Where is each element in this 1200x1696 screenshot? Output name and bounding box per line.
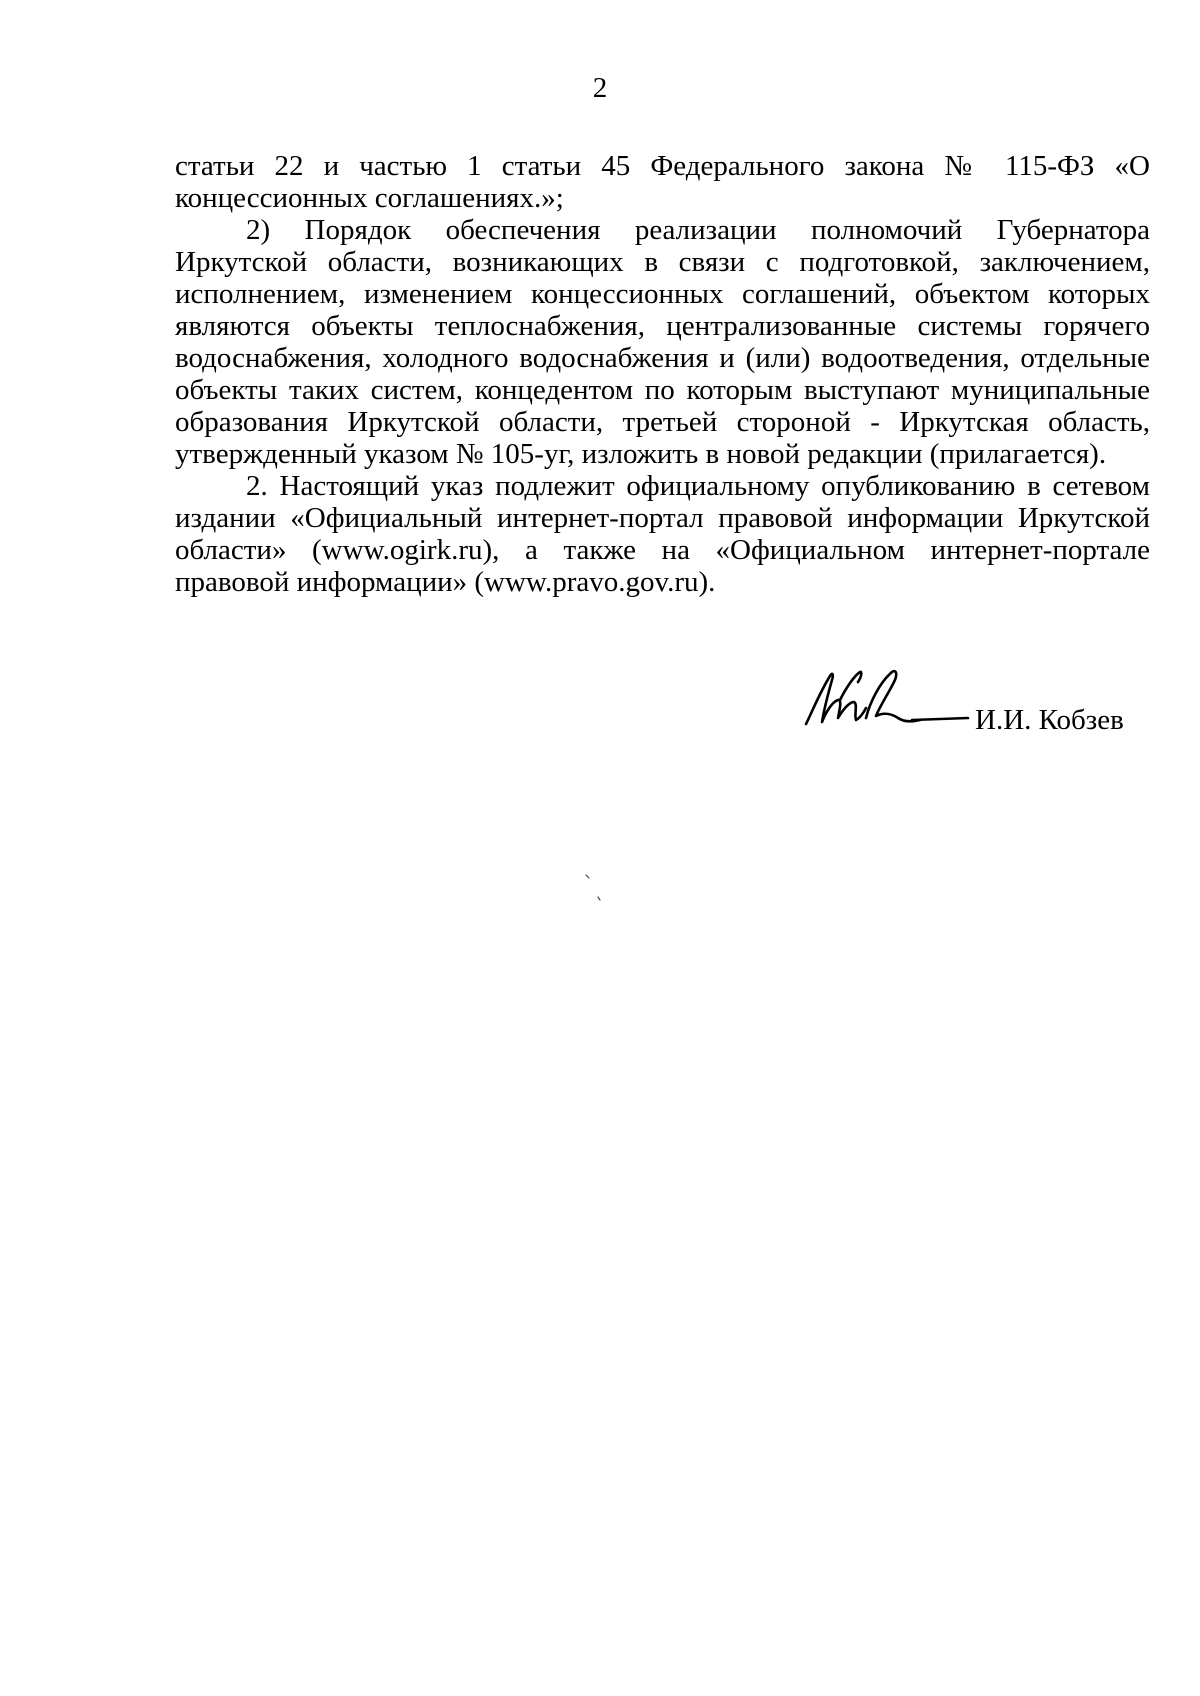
paragraph-item-2: 2) Порядок обеспечения реализации полномочий Губернатора Иркутской области, возникающих в связи с подготовкой, заключением, исполнением, изменением концессионных соглашений, объектом которых являются объекты теплоснабжения, централизованные системы горячего водоснабжения, холодного водоснабжения и (или) водоотведения, отдельные объекты таких систем, концедентом по которым выступают муниципальные образования Иркутской области, третьей стороной - Иркутская область, утвержденный указом № 105-уг, изложить в новой редакции (прилагается).: [175, 214, 1150, 470]
page-number: 2: [592, 72, 608, 104]
handwritten-signature: [800, 662, 970, 742]
paragraph-publication: 2. Настоящий указ подлежит официальному опубликованию в сетевом издании «Официальный интернет-портал правовой информации Иркутской области» (www.ogirk.ru), а также на «Официальном интернет-портале правовой информации» (www.pravo.gov.ru).: [175, 470, 1150, 598]
scan-artifact-mark: [584, 873, 604, 903]
signature-block: [800, 662, 1140, 742]
document-body: [175, 150, 1150, 598]
signer-name: И.И. Кобзев: [975, 704, 1124, 736]
paragraph-continuation: статьи 22 и частью 1 статьи 45 Федерального закона № 115-ФЗ «О концессионных соглашениях.»;: [175, 150, 1150, 214]
